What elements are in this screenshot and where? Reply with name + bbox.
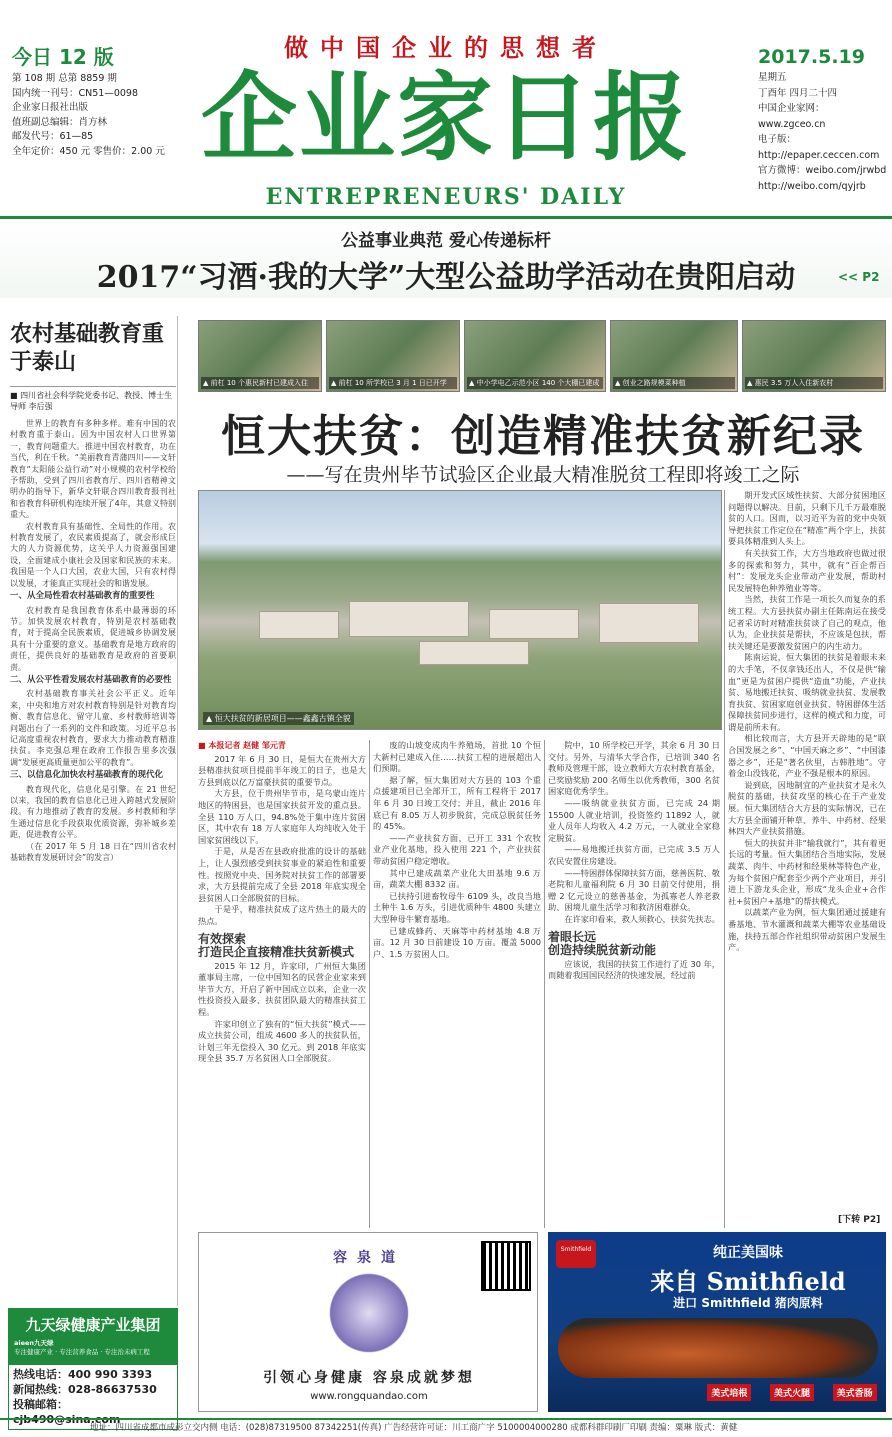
product-tag: 美式培根 xyxy=(707,1384,751,1401)
masthead-slogan: 做中国企业的思想者 xyxy=(284,33,608,62)
weibo-link-2[interactable]: http://weibo.com/qyjrb xyxy=(758,180,866,192)
duty-editor: 值班副总编辑：肖方林 xyxy=(12,116,108,128)
cn-number: 国内统一刊号：CN51—0098 xyxy=(12,87,139,99)
paragraph: 应该说，我国的扶贫工作进行了近 30 年，而随着我国国民经济的快速发展，经过前 xyxy=(548,958,720,981)
issue-date: 2017.5.19 xyxy=(758,46,865,68)
weibo-label: 官方微博： xyxy=(758,165,806,176)
paragraph: 说到底，因地制宜的产业扶贫才是永久脱贫的基础，扶贫攻坚的核心在于产业发展。恒大集团结合大方县的实际情况，已在大方县全面铺开种草、养牛、中药材、经果林四大产业扶贫措施。 xyxy=(728,779,886,837)
photo-strip-4[interactable] xyxy=(610,320,738,392)
left-article-body xyxy=(10,418,176,1288)
hotline[interactable]: 热线电话：400 990 3393 xyxy=(13,1368,153,1381)
paragraph: 当然，扶贫工作是一项长久而复杂的系统工程。大方县扶贫办副主任陈南运在接受记者采访时对精准扶贫谈了自己的观点，他认为，企业扶贫是帮扶，不应该是包扶，帮扶关键还是要激发贫困户的内生动力。 xyxy=(728,594,886,651)
photo-strip-2[interactable] xyxy=(326,320,460,392)
epaper-label: 电子版： xyxy=(758,134,797,145)
ad-jiutianlv[interactable] xyxy=(8,1308,178,1426)
price: 全年定价：450 元 零售价：2.00 元 xyxy=(12,145,165,157)
left-article-author: ■ 四川省社会科学院党委书记、教授、博士生导师 李后强 xyxy=(10,386,176,412)
byline: ■ 本报记者 赵健 邹元青 xyxy=(198,741,286,750)
ad-line: 专注治未病工程 xyxy=(104,1348,150,1356)
edition-label: 今日 12 版 xyxy=(12,45,114,69)
paragraph: ——吸纳就业扶贫方面，已完成 24 期 15500 人就业培训，投资签约 11892 人，就业人员年人均收入 4.2 万元，一人就业全家稳定脱贫。 xyxy=(548,797,720,843)
photo-caption: ▲ 创业之路规模菜种植 xyxy=(613,377,735,389)
paragraph: 期开发式区域性扶贫、大部分贫困地区问题得以解决。目前，只剩下几千万最难脱贫的人口。因而，以习近平为首的党中央领导把扶贫工作定位在“精准”两个字上，扶贫要具体精准到人头上。 xyxy=(728,490,886,547)
paragraph: 教育现代化，信息化是引擎。在 21 世纪以来，我国的教育信息化已进入跨越式发展阶段。有力地推动了教育的发展。乡村教师和学生通过信息化手段获取优质资源，弥补城乡差距，促进教育公平。 xyxy=(10,784,176,840)
main-article-col-1 xyxy=(198,740,366,1228)
section-heading: 打造民企直接精准扶贫新模式 xyxy=(198,945,355,960)
site-link[interactable]: 中国企业家网：www.zgceo.cn xyxy=(758,103,826,130)
ad-line: 专注营养食品 xyxy=(59,1348,99,1356)
product-tag: 美式火腿 xyxy=(770,1384,814,1401)
masthead-info-right xyxy=(758,44,888,194)
paragraph: 于是，从是否在县政府批准的设计的基础上，让人强烈感受到扶贫事业的紧迫性和重要性。按照党中央、国务院对扶贫工作的部署要求，大方县提前完成了全县 2018 年底实现全县贫困人口全部脱贫的目标。 xyxy=(198,846,366,903)
ad-smithfield[interactable] xyxy=(548,1232,886,1412)
main-headline[interactable]: 恒大扶贫：创造精准扶贫新纪录 xyxy=(221,411,865,462)
paragraph: ——特困群体保障扶贫方面，慈善医院、敬老院和儿童福利院 6 月 30 日前交付使用，捐赠 2 亿元设立的慈善基金，为孤寡老人养老救助、困境儿童生活学习和救济困难群众。 xyxy=(548,867,720,913)
paragraph: 农村教育是我国教育体系中最薄弱的环节。加快发展农村教育，特别是农村基础教育，对于提高全民族素质，促进城乡协调发展具有十分重要的意义。基础教育是地方政府的责任，提供良好的基础教育是政府的首要职责。 xyxy=(10,605,176,672)
continued-link[interactable]: [下转 P2] xyxy=(838,1215,881,1225)
banner-headline[interactable]: 2017“习酒·我的大学”大型公益助学活动在贵阳启动 xyxy=(96,260,796,295)
paragraph: 于是乎，精准扶贫成了这片热土的最大的热点。 xyxy=(198,904,366,926)
page-footer: 地址：四川省成都市成彭立交内侧 电话：(028)87319500 87342251(传真) 广告经营许可证：川工商广字 5100004000280 成都科群印刷厂印刷 责编：粟琳 版式：黄健 xyxy=(0,1418,892,1437)
section-heading: 着眼长远 xyxy=(548,929,597,944)
qr-code-icon[interactable] xyxy=(481,1241,531,1291)
ad-url[interactable]: www.rongquandao.com xyxy=(310,1391,428,1402)
smithfield-logo-icon: Smithfield xyxy=(556,1240,596,1268)
publisher: 企业家日报社出版 xyxy=(12,102,89,113)
section-heading: 三、以信息化加快农村基础教育的现代化 xyxy=(10,770,164,781)
photo-strip-1[interactable] xyxy=(198,320,322,392)
paragraph: 陈南运说，恒大集团的扶贫是着眼未来的大手笔，不仅拿钱还出人，不仅是供“输血”更是为贫困户提供“造血”功能，产业扶贫、易地搬迁扶贫、吸纳就业扶贫、发展教育扶贫、贫困家庭创业扶贫、特困群体生活保障扶贫同步进行，这样的模式和力度，可谓是前所未有。 xyxy=(728,652,886,732)
paragraph: ——易地搬迁扶贫方面，已完成 3.5 万人农民安置住房建设。 xyxy=(548,844,720,866)
paragraph: 世界上的教育有多种多样。难有中国的农村教育重于泰山。因为中国农村人口世界第一，教育问题重大。推进中国农村教育，功在当代，利在千秋。“美丽教育青蒲四川——文轩教育“太阳能公益行动”对小规模的农村学校给予帮助，受到了四川省教育厅、四川省精神文明办的指导下，新华文轩联合四川教育报刊社和省教育科研机构连续开展了4年，其意义特别重大。 xyxy=(10,419,176,520)
ad-brand-name: 容泉道 xyxy=(333,1250,405,1266)
photo-strip-5[interactable] xyxy=(742,320,886,392)
ad-lines: aieen九天绿 专注健康产业 · 专注营养食品 · 专注治未病工程 xyxy=(14,1339,150,1356)
paragraph: 农村基础教育事关社会公平正义。近年来，中央和地方对农村教育特别是针对教育均衡、教育信息化、留守儿童、乡村教师培训等问题出台了一系列的文件和政策。习近平总书记高度重视农村教育，要求大力推动教育精准扶贫。李克强总理在政府工作报告里多次强调“发展更高质量更加公平的教育”。 xyxy=(10,689,176,767)
ad-rongquandao[interactable] xyxy=(198,1232,538,1412)
main-article-col-3 xyxy=(548,740,720,1228)
paragraph: 许家印创立了独有的“恒大扶贫”模式——成立扶贫公司，组成 4600 多人的扶贫队伍，计划三年无偿投入 30 亿元。到 2018 年底实现全县 35.7 万名贫困人口全部脱贫。 xyxy=(198,1018,366,1064)
paragraph: 相比较而言，大方县开天辟地的是“联合国发展之乡”、“中国天麻之乡”、“中国漆器之乡”，还是“著名伙里，古韩胜地”。守着金山没钱花，产业不强是根本的原因。 xyxy=(728,733,886,779)
section-heading: 有效探索 xyxy=(198,931,247,946)
ad-line-1: 纯正美国味 xyxy=(713,1245,783,1261)
ad-line-2: 来自 Smithfield xyxy=(650,1267,846,1296)
paragraph: 其中已建成蔬菜产业化大田基地 9.6 万亩，蔬菜大棚 8332 亩。 xyxy=(373,867,541,890)
paragraph: 农村教育具有基础性、全局性的作用。农村教育发展了，农民素质提高了，就会形成巨大的人力资源优势，这关乎人力资源强国建设，全面建成小康社会及国家和民族的未来。我国是一个人口大国，农业大国，只有农村得以发展，才能真正实现社会的和谐发展。 xyxy=(10,521,176,588)
lunar-date: 丁酉年 四月二十四 xyxy=(758,87,838,99)
main-article-col-4 xyxy=(728,490,886,1212)
epaper-link[interactable]: http://epaper.ceccen.com xyxy=(758,149,880,161)
submission-email[interactable]: 投稿邮箱：cjb490@sina.com xyxy=(13,1398,121,1426)
photo-strip-3[interactable] xyxy=(464,320,606,392)
main-photo-caption: ▲ 恒大扶贫的新居项目——鑫鑫古镇全貌 xyxy=(203,712,354,725)
paragraph: 据了解，恒大集团对大方县的 103 个重点援建项目已全部开工，所有工程将于 2017 年 6 月 30 日竣工交付；并且，截止 2016 年底已有 8.05 万人初步脱贫，完成总脱贫任务的 45%。 xyxy=(373,774,541,832)
paragraph: 废的山坡变成肉牛养殖场，首批 10 个恒大新村已建成入住……扶贫工程的进展超出人们预期。 xyxy=(373,740,541,774)
paragraph: 已建成蜂药、天麻等中药材基地 4.8 万亩。12 月 30 日前建设 10 万亩。覆盖 5000 户、1.5 万贫困人口。 xyxy=(373,925,541,959)
photo-caption: ▲ 中小学电乙示范小区 140 个大棚已建成 xyxy=(467,377,603,389)
paragraph: 已扶持引进畜牧母牛 6109 头，改良当地土种牛 1.6 万头，引进优质种牛 4800 头建立大型种母牛繁育基地。 xyxy=(373,890,541,924)
main-photo[interactable] xyxy=(198,490,722,730)
news-hotline[interactable]: 新闻热线：028-86637530 xyxy=(13,1383,157,1396)
left-article-title[interactable]: 农村基础教育重于泰山 xyxy=(10,321,165,375)
food-image xyxy=(558,1318,878,1378)
paragraph: 在许家印看来，救人须救心，扶贫先扶志。 xyxy=(564,913,720,924)
paragraph: 2017 年 6 月 30 日，是恒大在贵州大方县精准扶贫项目提前半年竣工的日子，也是大方县到底以亿万富豪扶贫的重要节点。 xyxy=(198,753,366,787)
section-heading: 二、从公平性看发展农村基础教育的必要性 xyxy=(10,674,172,685)
section-heading: 创造持续脱贫新动能 xyxy=(548,943,657,958)
newspaper-logo: 企业家日报 xyxy=(201,61,691,174)
product-list xyxy=(698,1384,886,1401)
main-subheadline: ——写在贵州毕节试验区企业最大精准脱贫工程即将竣工之际 xyxy=(286,464,800,486)
postal-code: 邮发代号：61—85 xyxy=(12,131,94,142)
photo-caption: ▲ 前杠 10 所学校已 3 月 1 日已开学 xyxy=(329,377,457,389)
banner-page-ref[interactable]: << P2 xyxy=(838,270,880,284)
paragraph: 恒大的扶贫并非“输我就行”，其有着更长远的考量。恒大集团结合当地实际，发展蔬菜、肉牛、中药材和经果林等特色产业，为每个贫困户配套至少两个产业项目，并引进上下游龙头企业，形成“龙头企业+合作社+贫困户+基地”的帮扶模式。 xyxy=(728,837,886,906)
issue-number: 第 108 期 总第 8859 期 xyxy=(12,73,117,84)
weekday: 星期五 xyxy=(758,72,787,83)
photo-caption: ▲ 前杠 10 个惠民新村已建成入住 xyxy=(201,377,319,389)
weibo-link-1[interactable]: weibo.com/jrwbd xyxy=(805,165,887,176)
paragraph: 大方县，位于贵州毕节市，是乌蒙山连片地区的特困县，也是国家扶贫开发的重点县。全县 110 万人口，94.8%处于集中连片贫困区，其中农有 18 万人家庭年人均纯收入处于国家贫困线以下。 xyxy=(198,788,366,845)
emblem-icon xyxy=(319,1273,419,1353)
ad-line-3: 进口 Smithfield 猪肉原料 xyxy=(673,1296,823,1310)
paragraph: 2015 年 12 月，许家印，广州恒大集团董事局主席，一位中国知名的民营企业家来到毕节大方，开启了新中国成立以来，企业一次性投资投入最多、扶贫团队最大的精准扶贫工程。 xyxy=(198,960,366,1018)
ad-brand: aieen九天绿 xyxy=(14,1339,54,1347)
paragraph: ——产业扶贫方面，已开工 331 个农牧业产业化基地，投入使用 221 个，产业扶贫带动贫困户稳定增收。 xyxy=(373,832,541,866)
newspaper-logo-en: ENTREPRENEURS' DAILY xyxy=(265,184,627,210)
banner-subtitle: 公益事业典范 爱心传递标杆 xyxy=(341,231,551,251)
ad-line: 专注健康产业 xyxy=(14,1348,53,1356)
paragraph: 院中，10 所学校已开学，其余 6 月 30 日交付。另外，与清华大学合作，已培训 340 名教师及管理干部，设立教师大方农村教育基金，已奖励奖励 200 名师生以优秀教师，300 名贫困家庭优秀学生。 xyxy=(548,740,720,797)
paragraph: 以蔬菜产业为例，恒大集团通过援建有番基地、节水灌溉和蔬菜大棚等农业基础设施，扶持五部合作社组织带动贫困户发展生产。 xyxy=(728,907,886,953)
ad-slogan: 引领心身健康 容泉成就梦想 xyxy=(263,1370,475,1386)
main-article-col-2 xyxy=(373,740,541,1228)
paragraph: 有关扶贫工作，大方当地政府也做过很多的探索和努力，其中，就有“百企帮百村”：发展龙头企业带动产业发展，帮助村民发展特色种养殖业等等。 xyxy=(728,547,886,593)
masthead-info-left xyxy=(12,44,182,159)
ad-title: 九天绿健康产业集团 xyxy=(25,1316,161,1334)
photo-caption: ▲ 惠民 3.5 万人入住新农村 xyxy=(745,377,883,389)
paragraph: （在 2017 年 5 月 18 日在“四川省农村基础教育发展研讨会”的发言） xyxy=(10,841,176,863)
product-tag: 美式香肠 xyxy=(833,1384,877,1401)
section-heading: 一、从全局性看农村基础教育的重要性 xyxy=(10,591,155,602)
